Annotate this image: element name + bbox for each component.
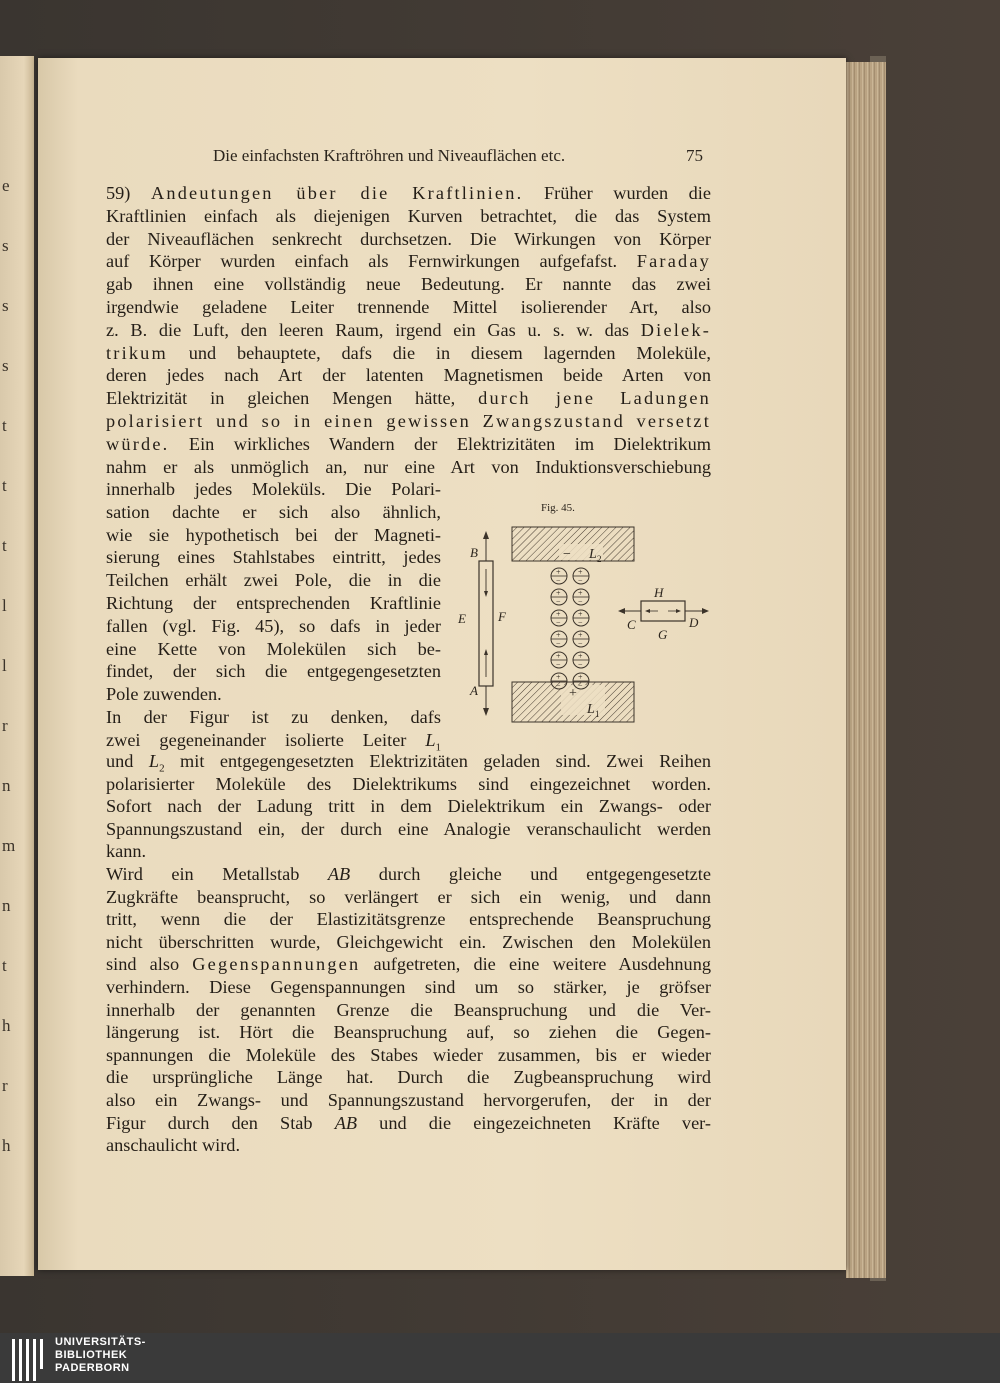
molecule xyxy=(551,673,567,691)
molecule-top-sign: + xyxy=(556,651,561,661)
margin-char: h xyxy=(2,1016,11,1035)
text-line xyxy=(106,524,441,546)
text-segment: mit entgegengesetzten Elektrizitäten geladen sind. Zwei Reihen xyxy=(164,751,711,771)
text-segment: nicht überschritten wurde, Gleichgewicht ein. Zwischen den Molekülen xyxy=(106,931,711,952)
text-segment: sation dachte er sich also ähnlich, xyxy=(106,501,441,522)
text-line xyxy=(106,456,711,478)
molecule xyxy=(573,568,589,586)
text-line xyxy=(106,773,711,795)
text-segment: sierung eines Stahlstabes eintritt, jedes xyxy=(106,547,441,568)
text-segment: Spannungszustand ein, der durch eine Analogie veranschaulicht werden xyxy=(106,818,711,839)
text-line xyxy=(106,750,711,772)
label-c: C xyxy=(627,617,636,632)
text-line xyxy=(106,387,711,409)
margin-char: s xyxy=(2,356,9,375)
label-b: B xyxy=(470,545,478,560)
inner-arrow-up xyxy=(484,649,488,655)
text-line xyxy=(106,1112,711,1134)
text-segment: Früher wurden die xyxy=(523,183,711,203)
molecule xyxy=(573,589,589,607)
text-line xyxy=(106,953,711,975)
running-title: Die einfachsten Kraftröhren und Niveauflächen etc. xyxy=(213,146,566,165)
text-segment: fallen (vgl. Fig. 45), so dafs in jeder xyxy=(106,615,441,636)
text-line xyxy=(106,795,711,817)
margin-char: l xyxy=(2,656,7,675)
text-segment: findet, der sich die entgegengesetzten xyxy=(106,661,441,682)
text-segment: Dielek- xyxy=(640,319,711,340)
text-segment: Figur durch den Stab xyxy=(106,1112,335,1133)
molecule xyxy=(573,673,589,691)
text-segment: auf Körper wurden einfach als Fernwirkungen aufgefafst. xyxy=(106,251,637,272)
text-segment: Kraftlinien einfach als diejenigen Kurven betrachtet, die das System xyxy=(106,205,711,226)
library-footer xyxy=(0,1333,1000,1383)
label-a: A xyxy=(470,683,478,698)
label-f: F xyxy=(498,609,506,624)
margin-char: t xyxy=(2,476,7,495)
figure-45 xyxy=(455,497,715,733)
text-line xyxy=(106,660,441,682)
text-line xyxy=(106,182,711,204)
text-line xyxy=(106,863,711,885)
text-line xyxy=(106,931,711,953)
molecule-bottom-sign: − xyxy=(556,618,561,627)
text-line xyxy=(106,1021,711,1043)
molecule xyxy=(573,652,589,670)
subscript: 1 xyxy=(435,741,441,751)
molecule-bottom-sign: − xyxy=(578,639,583,648)
text-segment: gab ihnen eine vollständig neue Bedeutung. Er nannte das zwei xyxy=(106,274,711,295)
text-segment: und behauptete, dafs die in diesem lagernden Moleküle, xyxy=(167,342,711,363)
text-segment: In der Figur ist zu denken, dafs xyxy=(106,707,441,727)
text-line xyxy=(106,886,711,908)
text-segment: L xyxy=(425,729,436,750)
margin-char: s xyxy=(2,236,9,255)
text-line xyxy=(106,999,711,1021)
text-segment: und xyxy=(106,751,149,771)
text-line xyxy=(106,342,711,364)
text-segment: durch jene Ladungen xyxy=(478,388,711,409)
text-segment: Andeutungen über die Kraftlinien. xyxy=(150,183,524,203)
text-line xyxy=(106,228,711,250)
text-segment: anschaulicht wird. xyxy=(106,1135,241,1156)
top-force-arrow xyxy=(483,531,489,539)
text-segment: spannungen die Moleküle des Stabes wieder zusammen, bis er wieder xyxy=(106,1044,711,1065)
molecule-top-sign: + xyxy=(578,630,583,640)
text-segment: polarisierter Moleküle des Dielektrikums sind eingezeichnet worden. xyxy=(106,773,711,794)
text-line xyxy=(106,1089,711,1111)
text-segment: AB xyxy=(334,1112,358,1133)
molecule xyxy=(551,568,567,586)
text-line xyxy=(106,546,441,568)
text-segment: und die eingezeichneten Kräfte ver- xyxy=(357,1112,711,1133)
margin-char: r xyxy=(2,1076,8,1095)
margin-char: n xyxy=(2,776,11,795)
l1-label: L xyxy=(587,702,595,717)
text-line xyxy=(106,250,711,272)
figure-caption: Fig. 45. xyxy=(541,502,575,514)
text-segment: aufgetreten, die eine weitere Ausdehnung xyxy=(360,954,711,975)
page-edges xyxy=(846,62,886,1278)
text-line xyxy=(106,410,711,432)
molecule-top-sign: + xyxy=(556,588,561,598)
molecule-bottom-sign: − xyxy=(578,660,583,669)
text-line xyxy=(106,976,711,998)
text-segment: polarisiert und so in einen gewissen Zwangszustand versetzt xyxy=(106,411,711,431)
text-segment: nahm er als unmöglich an, nur eine Art von Induktionsverschiebung xyxy=(106,456,711,477)
molecule-top-sign: + xyxy=(578,567,583,577)
molecule-bottom-sign: − xyxy=(556,660,561,669)
molecule-top-sign: + xyxy=(556,609,561,619)
text-segment: deren jedes nach Art der latenten Magnetismen beide Arten von xyxy=(106,365,711,386)
molecule-bottom-sign: − xyxy=(556,576,561,585)
subscript: 2 xyxy=(159,762,165,772)
molecule-top-sign: + xyxy=(556,630,561,640)
text-line xyxy=(106,569,441,591)
molecule-bottom-sign: − xyxy=(556,597,561,606)
margin-char: t xyxy=(2,536,7,555)
text-segment: tritt, wenn die der Elastizitätsgrenze entsprechende Beanspruchung xyxy=(106,909,711,930)
library-line-3: PADERBORN xyxy=(55,1362,130,1374)
library-name xyxy=(55,1336,146,1375)
text-segment: Elektrizität in gleichen Mengen hätte, xyxy=(106,388,479,409)
text-segment: Sofort nach der Ladung tritt in dem Dielektrikum ein Zwangs- oder xyxy=(106,796,711,817)
margin-char: t xyxy=(2,416,7,435)
text-line xyxy=(106,319,711,341)
text-segment: sind also xyxy=(106,954,193,975)
l1-subscript: 1 xyxy=(595,709,600,719)
text-line xyxy=(106,818,711,840)
text-segment: Faraday xyxy=(636,251,711,272)
text-line xyxy=(106,433,711,455)
molecule-chains xyxy=(551,568,589,691)
text-line xyxy=(106,364,711,386)
text-line xyxy=(106,296,711,318)
text-segment: z. B. die Luft, den leeren Raum, irgend ein Gas u. s. w. das xyxy=(106,319,641,340)
text-segment: Zugkräfte beansprucht, so verlängert er sich ein wenig, und dann xyxy=(106,886,711,907)
margin-char: n xyxy=(2,896,11,915)
molecule xyxy=(551,652,567,670)
text-line xyxy=(106,706,441,728)
text-segment: 59) xyxy=(106,183,151,203)
margin-char: t xyxy=(2,956,7,975)
text-segment: Pole zuwenden. xyxy=(106,684,222,705)
margin-char: r xyxy=(2,716,8,735)
molecule xyxy=(573,631,589,649)
molecule-bottom-sign: − xyxy=(578,597,583,606)
text-segment: zwei gegeneinander isolierte Leiter xyxy=(106,729,426,750)
text-line xyxy=(106,1066,711,1088)
label-d: D xyxy=(689,615,699,630)
library-logo-icon xyxy=(12,1339,48,1381)
molecule xyxy=(551,610,567,628)
text-segment: der Niveauflächen senkrecht durchsetzen. Die Wirkungen von Körper xyxy=(106,228,711,249)
text-segment: Gegenspannungen xyxy=(192,954,361,975)
margin-char: m xyxy=(2,836,16,855)
text-line xyxy=(106,273,711,295)
text-line xyxy=(106,729,441,751)
text-segment: trikum xyxy=(106,342,168,363)
library-line-2: BIBLIOTHEK xyxy=(55,1349,128,1361)
text-segment: innerhalb jedes Moleküls. Die Polari- xyxy=(106,479,441,499)
bottom-force-arrow xyxy=(483,708,489,716)
text-segment: kann. xyxy=(106,841,147,862)
l2-label: L xyxy=(589,547,597,562)
label-e: E xyxy=(458,611,466,626)
text-segment: wie sie hypothetisch bei der Magneti- xyxy=(106,524,441,545)
text-line xyxy=(106,478,441,500)
margin-char: l xyxy=(2,596,7,615)
text-segment: die ursprüngliche Länge hat. Durch die Zugbeanspruchung wird xyxy=(106,1067,711,1088)
page-number: 75 xyxy=(686,146,703,165)
l1-plus-sign: + xyxy=(569,686,577,701)
text-line xyxy=(106,205,711,227)
molecule xyxy=(573,610,589,628)
molecule-bottom-sign: − xyxy=(578,681,583,690)
molecule-top-sign: + xyxy=(578,609,583,619)
label-h: H xyxy=(654,585,664,600)
left-page-edge xyxy=(0,56,34,1276)
text-segment: innerhalb der genannten Grenze die Beanspruchung und die Ver- xyxy=(106,999,711,1020)
text-segment: würde. xyxy=(106,433,170,454)
text-segment: durch gleiche und entgegengesetzte xyxy=(350,864,711,884)
text-segment: Teilchen erhält zwei Pole, die in die xyxy=(106,570,441,591)
margin-char: e xyxy=(2,176,10,195)
molecule-top-sign: + xyxy=(578,672,583,682)
text-line xyxy=(106,1134,711,1156)
molecule-top-sign: + xyxy=(556,672,561,682)
text-segment: also ein Zwangs- und Spannungszustand hervorgerufen, der in der xyxy=(106,1090,711,1110)
molecule-top-sign: + xyxy=(578,588,583,598)
text-segment: Ein wirkliches Wandern der Elektrizitäten im Dielektrikum xyxy=(169,433,711,454)
l2-minus-sign: − xyxy=(563,547,571,562)
molecule-bottom-sign: − xyxy=(556,681,561,690)
molecule xyxy=(551,631,567,649)
molecule xyxy=(551,589,567,607)
text-segment: verhindern. Diese Gegenspannungen sind um so stärker, je gröfser xyxy=(106,977,711,997)
text-segment: Wird ein Metallstab xyxy=(106,864,328,884)
margin-char: s xyxy=(2,296,9,315)
text-line xyxy=(106,1044,711,1066)
text-line xyxy=(106,683,441,705)
l2-subscript: 2 xyxy=(597,554,602,564)
molecule-top-sign: + xyxy=(578,651,583,661)
text-segment: L xyxy=(148,751,160,771)
inner-arrow-down xyxy=(484,591,488,597)
molecule-top-sign: + xyxy=(556,567,561,577)
inner-h-left-arrow xyxy=(645,609,650,613)
text-segment: eine Kette von Molekülen sich be- xyxy=(106,638,441,659)
text-line xyxy=(106,615,441,637)
text-line xyxy=(106,638,441,660)
text-segment: irgendwie geladene Leiter trennende Mittel isolierender Art, also xyxy=(106,297,711,317)
h-force-right-arrow xyxy=(702,608,709,614)
text-line xyxy=(106,908,711,930)
text-line xyxy=(106,840,711,862)
text-line xyxy=(106,501,441,523)
margin-char: h xyxy=(2,1136,11,1155)
h-force-left-arrow xyxy=(618,608,625,614)
molecule-bottom-sign: − xyxy=(578,618,583,627)
inner-h-right-arrow xyxy=(676,609,681,613)
text-segment: AB xyxy=(327,864,351,884)
molecule-bottom-sign: − xyxy=(578,576,583,585)
text-segment: längerung ist. Hört die Beanspruchung auf, so ziehen die Gegen- xyxy=(106,1022,711,1043)
label-g: G xyxy=(658,627,668,642)
molecule-bottom-sign: − xyxy=(556,639,561,648)
text-segment: Richtung der entsprechenden Kraftlinie xyxy=(106,593,441,613)
library-line-1: UNIVERSITÄTS- xyxy=(55,1336,146,1348)
text-line xyxy=(106,592,441,614)
